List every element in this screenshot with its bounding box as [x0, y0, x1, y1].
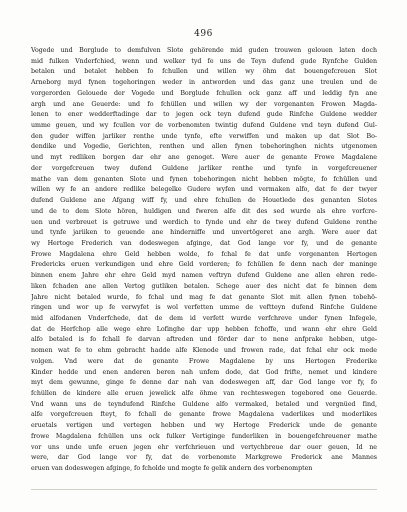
text-line: der vorgefcreuen twey dufend Guldene jarliker renthe und tynfe in vorgefcreuener: [31, 164, 377, 172]
text-line: den guder wiffen jarliker renthe unde tynfe, efte verwiffen und maken up dat Slot Bo-: [31, 132, 377, 140]
page-bottom-edge: [31, 489, 377, 490]
text-line: und tynfe jariiken to geuende ane hinderniffe und unvertögeret ane argh. Were auer dat: [31, 229, 377, 237]
text-line: Frowe Magdalena ehre Geld hebben wolde, fo fchal fe dat unfe vorgenanten Hertogen: [31, 250, 377, 258]
text-line: frowe Magdalena fchüllen uns ock fulker Vertiginge funderliken in bouengefchreuener mathe: [31, 432, 377, 440]
text-line: myt dem gewunne, ginge fe denne dar nah van dodeswegen aff, dar God lange vor fy, fo: [31, 379, 377, 387]
text-line: Fredericks eruen verkundigen und ehre Geld vorderen; fo fchüllen fe denn nach der maninge: [31, 261, 377, 269]
text-line: uen und verbreuet is getruwe und werdich to fynde und ehr de twey dufend Guldene renthe: [31, 218, 377, 226]
text-line: Arneborg myd fynen togehoringen weder in antworden und das ganz une treulen und de: [31, 79, 377, 87]
text-line: eruetals vertigen und vertegen hebben und wy Hertoge Frederick unde de genante: [31, 422, 377, 430]
text-line: lenen to ener wedderftadinge dar to jegen ock teyn dufend gude Rinfche Guldene wedder: [31, 111, 377, 119]
text-line: fchüllen de kindere alle eruen jewelick alfe öhme van rechteswegen togebored one Geuerde.: [31, 390, 377, 397]
text-line: argh und ane Geuerde: und fo fchüllen und willen wy der vorgenanten Frowen Magda-: [31, 100, 377, 108]
text-line: wy Hertoge Frederich van dodeswegen afginge, dat God lange vor fy, und de genante: [31, 239, 377, 247]
text-line: betalen und betalet hebben fo fchullen und willen wy öhm dat bouengefcreuen Slot: [31, 68, 377, 76]
text-line: binnen enem Jahre ehr ehre Geld myd namen veftryn dufend Guldene ane allen ehren rede-: [31, 272, 377, 280]
body-text: [31, 46, 377, 475]
text-line: vor uns unde unfe eruen jegen ehr verfchrieuen und vertychbreue dar ouer geuen, Id ne: [31, 443, 377, 451]
text-line: Vogede und Borglude to demfulven Slote gehörende mid guden trouwen gelouen laten doch: [31, 47, 377, 54]
text-line: umme geuen, und wy fcullen vor de vorbenomten twintig dufend Guldene vnd teyn dufend Gul-: [31, 122, 377, 130]
text-line: volgen. Vnd were dat de genante Frowe Magdalene by uns Hertogen Frederike: [31, 357, 377, 365]
text-line: alfo betaled is fo fchall fe darvan aftreden und förder dar to nene anfprake hebben, utge-: [31, 336, 377, 344]
text-line: dendike und Vogedie, Gerichten, renthen und allen fynen tobehoringhen nichts utgenomen: [31, 143, 377, 151]
text-line: und de to dem Slote hören, huldigen und fweren alfe dit des sed wurde als ehre vorfcre-: [31, 207, 377, 215]
text-line: dat de Herfchop alle wege ehre Lofinghe dar upp hebben fchoffe, und wann ehr ehre Geld: [31, 325, 377, 333]
text-line: und myt redliken borgen dar ehr ane genoget. Were auer de genante Frowe Magdalene: [31, 154, 377, 162]
text-line: liken fchaden ane allen Vertog gutliken betalen. Schege auer des nicht dat fe binnen dem: [31, 282, 377, 290]
text-line: mid fulken Vnderfchied, wenn und welker tyd fe uns de Teyn dufend gude Rynfche Gulden: [31, 57, 377, 65]
text-line: alfe vorgefcreuen fteyt, fo fchall de genante frowe Magdalena vaderlikes und moderlikes: [31, 411, 377, 419]
text-line: dufend Guldene ane Afgang wiff fy, und ehre fchullen de Houetlede des genanten Slotes: [31, 197, 377, 205]
text-line: mathe van dem genanten Slote und fynen tobehoringen nicht hebben mögte, fo fchüllen und: [31, 175, 377, 183]
text-line: willen wy fe an andere redlike belegelke Gudere wyfen und vermaken alfo, dat fe der twyer: [31, 186, 377, 194]
text-line: nomen wat fe to ehm gebracht hadde alfe Klenode und frowen rade, dat fchal ehr ock mede: [31, 347, 377, 355]
page-number: 496: [194, 29, 213, 39]
text-line: Vnd wann uns de teyndufend Rinfche Guldene alfo vermaked, betaled und vergnüed find,: [31, 400, 377, 408]
text-line: eruen van dodeswegen afginge, fo fcholde und mogte fe gelik andern des vorbenompten: [31, 465, 313, 473]
text-line: Jahre nicht betaled wurde, fo fchal und mag fe dat genante Slot mit allen fynen tobehö-: [31, 293, 377, 301]
text-line: were, dar God lange vor fy, dat de vorbenomte Markgrewe Frederick ane Mannes: [31, 454, 377, 462]
text-line: vorgerorden Gelouede der Vogede und Borglude fchullen ock ganz aff und leddig fyn ane: [31, 89, 377, 97]
text-line: ringen und wor up fe verwyfet is wol verfetten umme de veftteyn dufend Rinfche Guldene: [31, 304, 377, 312]
text-line: mid alfodanen Vnderfchede, dat de dem id verfett wurde verfchreve under fynen Infegele,: [31, 314, 377, 322]
text-line: Kinder hedde und enen anderen beren nah unfem dode, dat God frifte, nemet und kindere: [31, 368, 377, 376]
